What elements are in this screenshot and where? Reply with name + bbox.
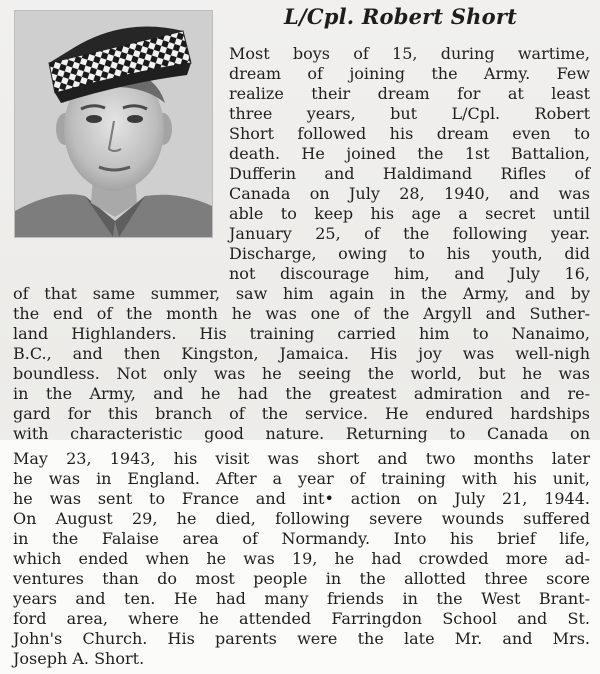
- soldier-portrait-image: [14, 10, 213, 238]
- body-line-16: B.C., and then Kingston, Jamaica. His joy was well-nigh: [13, 344, 590, 363]
- body-line-2: dream of joining the Army. Few: [229, 64, 590, 83]
- body-line-26: which ended when he was 19, he had crowded more ad-: [13, 549, 590, 568]
- body-line-30: John's Church. His parents were the late Mr. and Mrs.: [13, 629, 590, 648]
- body-line-13: of that same summer, saw him again in the Army, and by: [13, 284, 590, 303]
- body-line-11: Discharge, owing to his youth, did: [229, 244, 590, 263]
- body-line-23: he was sent to France and int• action on July 21, 1944.: [13, 489, 590, 508]
- body-line-3: realize their dream for at least: [229, 84, 590, 103]
- body-line-14: the end of the month he was one of the Argyll and Suther-: [13, 304, 590, 323]
- body-line-8: Canada on July 28, 1940, and was: [229, 184, 590, 203]
- body-line-31: Joseph A. Short.: [13, 649, 145, 668]
- body-line-24: On August 29, he died, following severe wounds suffered: [13, 509, 590, 528]
- body-line-4: three years, but L/Cpl. Robert: [229, 104, 590, 123]
- body-line-15: land Highlanders. His training carried him to Nanaimo,: [13, 324, 590, 343]
- body-line-22: he was in England. After a year of training with his unit,: [13, 469, 590, 488]
- body-line-1: Most boys of 15, during wartime,: [229, 44, 590, 63]
- body-line-19: gard for this branch of the service. He endured hardships: [13, 404, 590, 423]
- body-line-9: able to keep his age a secret until: [229, 204, 590, 223]
- body-line-5: Short followed his dream even to: [229, 124, 590, 143]
- body-line-7: Dufferin and Haldimand Rifles of: [229, 164, 590, 183]
- body-line-28: years and ten. He had many friends in the West Brant-: [13, 589, 590, 608]
- body-line-6: death. He joined the 1st Battalion,: [229, 144, 590, 163]
- body-line-20: with characteristic good nature. Returning to Canada on: [13, 424, 590, 443]
- body-line-12: not discourage him, and July 16,: [229, 264, 590, 283]
- body-line-21: May 23, 1943, his visit was short and two months later: [13, 449, 590, 468]
- body-line-25: in the Falaise area of Normandy. Into his brief life,: [13, 529, 590, 548]
- body-line-27: ventures than do most people in the allotted three score: [13, 569, 590, 588]
- body-line-18: in the Army, and he had the greatest admiration and re-: [13, 384, 590, 403]
- body-line-29: ford area, where he attended Farringdon School and St.: [13, 609, 590, 628]
- body-line-17: boundless. Not only was he seeing the world, but he was: [13, 364, 590, 383]
- body-line-10: January 25, of the following year.: [229, 224, 590, 243]
- article-title: L/Cpl. Robert Short: [284, 4, 518, 29]
